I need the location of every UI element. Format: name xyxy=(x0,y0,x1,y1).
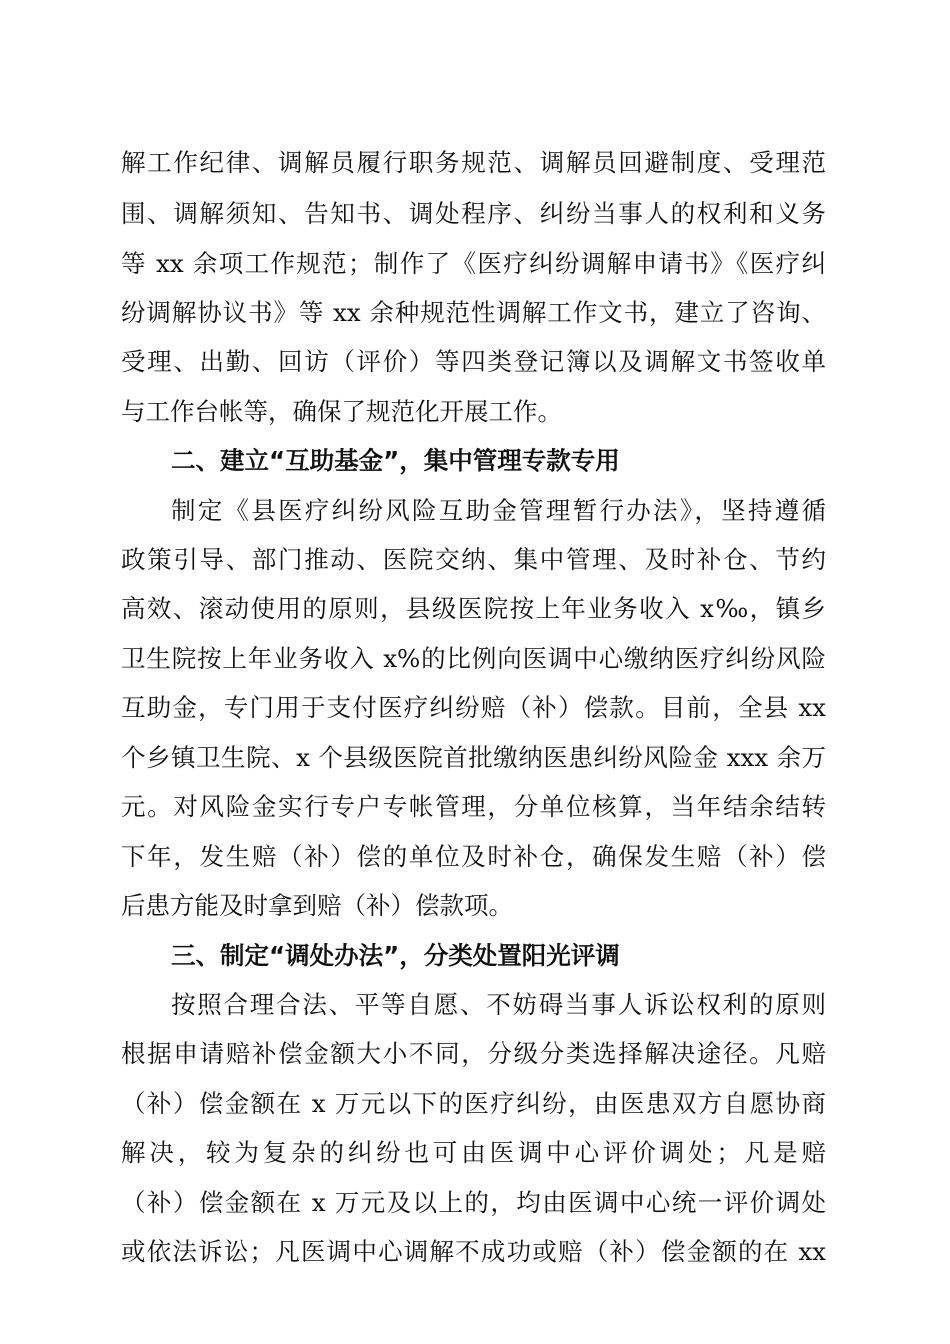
section-heading-2: 二、建立“互助基金”，集中管理专款专用 xyxy=(171,446,620,475)
paragraph-1-line: 受理、出勤、回访（评价）等四类登记簿以及调解文书签收单 xyxy=(121,347,826,376)
paragraph-2-line: 卫生院按上年业务收入 x%的比例向医调中心缴纳医疗纠纷风险 xyxy=(121,644,826,673)
paragraph-1-line: 纷调解协议书》等 xx 余种规范性调解工作文书，建立了咨询、 xyxy=(121,298,826,327)
paragraph-3-line: 或依法诉讼；凡医调中心调解不成功或赔（补）偿金额的在 xx xyxy=(121,1237,826,1266)
paragraph-2-line: 元。对风险金实行专户专帐管理，分单位核算，当年结余结转 xyxy=(121,792,826,821)
paragraph-3-line: 按照合理合法、平等自愿、不妨碍当事人诉讼权利的原则 xyxy=(171,990,826,1019)
paragraph-2-line: 下年，发生赔（补）偿的单位及时补仓，确保发生赔（补）偿 xyxy=(121,842,826,871)
paragraph-2-line: 后患方能及时拿到赔（补）偿款项。 xyxy=(121,891,513,920)
paragraph-2-line: 制定《县医疗纠纷风险互助金管理暂行办法》，坚持遵循 xyxy=(171,496,826,525)
paragraph-2-line: 互助金，专门用于支付医疗纠纷赔（补）偿款。目前，全县 xx xyxy=(121,693,826,722)
paragraph-1-line: 与工作台帐等，确保了规范化开展工作。 xyxy=(121,397,562,426)
paragraph-2-line: 个乡镇卫生院、x 个县级医院首批缴纳医患纠纷风险金 xxx 余万 xyxy=(121,743,826,772)
paragraph-1-line: 等 xx 余项工作规范；制作了《医疗纠纷调解申请书》《医疗纠 xyxy=(121,249,826,278)
paragraph-1-line: 围、调解须知、告知书、调处程序、纠纷当事人的权利和义务 xyxy=(121,199,826,228)
paragraph-3-line: （补）偿金额在 x 万元及以上的，均由医调中心统一评价调处 xyxy=(121,1188,826,1217)
paragraph-3-line: 根据申请赔补偿金额大小不同，分级分类选择解决途径。凡赔 xyxy=(121,1039,826,1068)
paragraph-3-line: （补）偿金额在 x 万元以下的医疗纠纷，由医患双方自愿协商 xyxy=(121,1089,826,1118)
paragraph-2-line: 政策引导、部门推动、医院交纳、集中管理、及时补仓、节约 xyxy=(121,545,826,574)
section-heading-3: 三、制定“调处办法”，分类处置阳光评调 xyxy=(171,941,620,970)
paragraph-3-line: 解决，较为复杂的纠纷也可由医调中心评价调处；凡是赔 xyxy=(121,1138,826,1167)
paragraph-1-line: 解工作纪律、调解员履行职务规范、调解员回避制度、受理范 xyxy=(121,148,826,177)
paragraph-2-line: 高效、滚动使用的原则，县级医院按上年业务收入 x‰，镇乡 xyxy=(121,594,826,623)
